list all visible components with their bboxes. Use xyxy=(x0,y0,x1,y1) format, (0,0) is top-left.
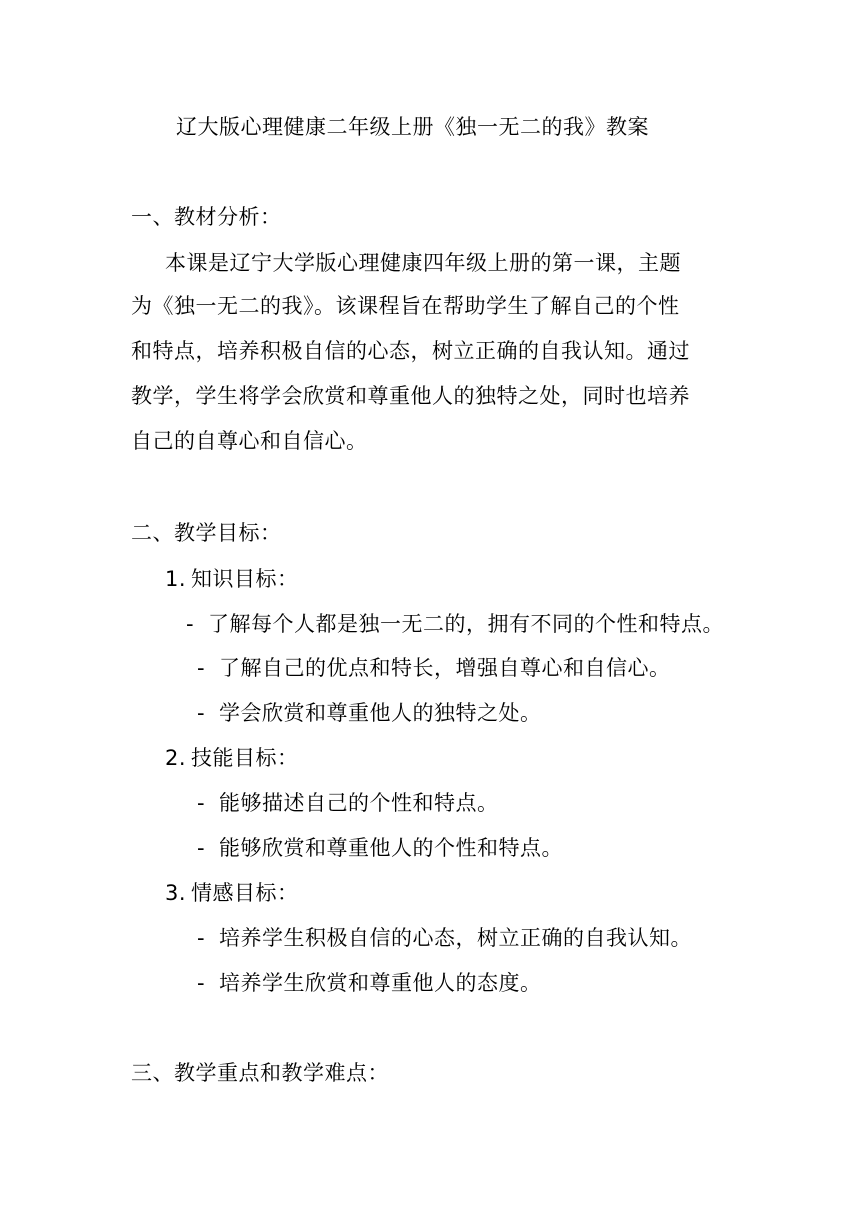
bullet-marker: - xyxy=(197,971,206,995)
paragraph-line: 和特点，培养积极自信的心态，树立正确的自我认知。通过 xyxy=(131,339,690,363)
goal-knowledge xyxy=(165,564,299,594)
paragraph-line: 教学，学生将学会欣赏和尊重他人的独特之处，同时也培养 xyxy=(131,384,690,408)
goal-label: 技能目标： xyxy=(191,746,299,770)
goal-item: - 能够欣赏和尊重他人的个性和特点。 xyxy=(197,833,563,863)
bullet-marker: - xyxy=(197,926,206,950)
bullet-marker: - xyxy=(197,656,206,680)
bullet-marker: - xyxy=(197,791,206,815)
document-title: 辽大版心理健康二年级上册《独一无二的我》教案 xyxy=(176,115,649,139)
goal-label: 情感目标： xyxy=(191,881,299,905)
goal-item: - 培养学生欣赏和尊重他人的态度。 xyxy=(197,968,542,998)
goal-skills xyxy=(165,743,299,773)
goal-number: 2. xyxy=(165,746,187,770)
bullet-marker: - xyxy=(197,836,206,860)
paragraph-line: 本课是辽宁大学版心理健康四年级上册的第一课，主题 xyxy=(165,251,681,275)
section-heading-keypoints: 三、教学重点和教学难点： xyxy=(131,1061,389,1085)
bullet-marker: - xyxy=(197,701,206,725)
paragraph-line: 自己的自尊心和自信心。 xyxy=(131,429,368,453)
goal-number: 1. xyxy=(165,567,187,591)
goal-item: - 了解自己的优点和特长，增强自尊心和自信心。 xyxy=(197,653,671,683)
goal-item: - 培养学生积极自信的心态，树立正确的自我认知。 xyxy=(197,923,692,953)
section-heading-goals: 二、教学目标： xyxy=(131,521,282,545)
goal-label: 知识目标： xyxy=(191,567,299,591)
paragraph-line: 为《独一无二的我》。该课程旨在帮助学生了解自己的个性 xyxy=(131,294,680,318)
bullet-marker: - xyxy=(186,612,195,636)
goal-item: - 了解每个人都是独一无二的，拥有不同的个性和特点。 xyxy=(186,609,724,639)
goal-item: - 能够描述自己的个性和特点。 xyxy=(197,788,499,818)
goal-number: 3. xyxy=(165,881,187,905)
section-heading-analysis: 一、教材分析： xyxy=(131,205,282,229)
goal-item: - 学会欣赏和尊重他人的独特之处。 xyxy=(197,698,542,728)
goal-emotion xyxy=(165,878,299,908)
